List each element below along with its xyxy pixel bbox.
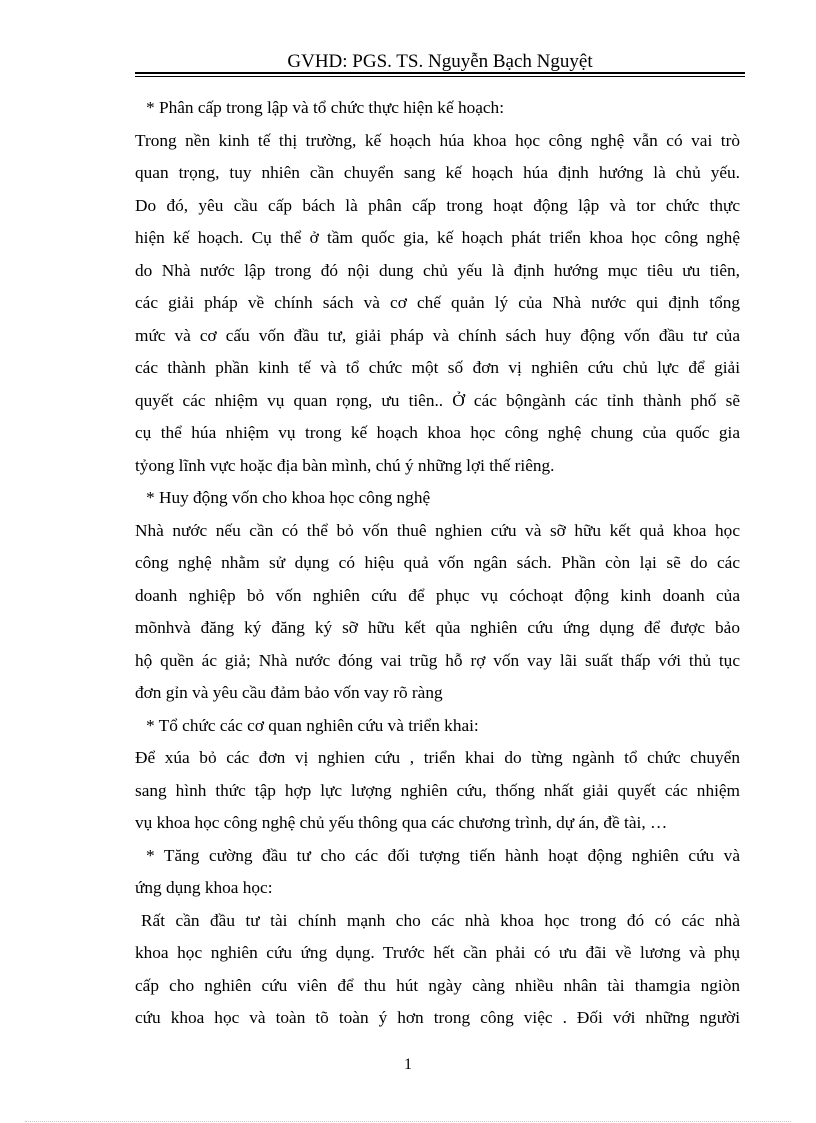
page-header — [135, 50, 745, 78]
header-title: GVHD: PGS. TS. Nguyễn Bạch Nguyệt — [287, 51, 593, 72]
paragraph-line: các giải pháp về chính sách và cơ chế quản lý của Nhà nước qui định tổng — [135, 293, 740, 312]
paragraph-line: công nghệ nhằm sử dụng có hiệu quả vốn ngân sách. Phần còn lại sẽ do các — [135, 553, 740, 572]
paragraph-line: cấp cho nghiên cứu viên để thu hút ngày càng nhiều nhân tài thamgia ngiòn — [135, 975, 740, 995]
paragraph-line: Nhà nước nếu cần có thể bỏ vốn thuê nghien cứu và sỡ hữu kết quả khoa học — [135, 520, 740, 540]
paragraph-line-last: tỷong lĩnh vực hoặc địa bàn mình, chú ý những lợi thế riêng. — [135, 455, 555, 475]
paragraph-line: Rất cần đầu tư tài chính mạnh cho các nhà khoa học trong đó có các nhà — [141, 910, 740, 930]
paragraph-line: quan trọng, tuy nhiên cần chuyển sang kế hoạch húa định hướng là chủ yếu. — [135, 163, 740, 182]
section-heading-investment: * Tăng cường đầu tư cho các đối tượng tiến hành hoạt động nghiên cứu và — [146, 845, 740, 865]
paragraph-line: do Nhà nước lập trong đó nội dung chủ yếu là định hướng mục tiêu ưu tiên, — [135, 260, 740, 280]
paragraph-line-last: đơn gỉn và yêu cầu đảm bảo vốn vay rõ ràng — [135, 683, 443, 702]
paragraph-line: Để xúa bỏ các đơn vị nghien cứu , triển khai do từng ngành tổ chức chuyển — [135, 748, 740, 767]
paragraph-line: các thành phần kinh tế và tổ chức một số đơn vị nghiên cứu chủ lực để giải — [135, 358, 740, 377]
paragraph-line: mõnhvà đăng ký đăng ký sỡ hữu kết qủa nghiên cứu ứng dụng để được bảo — [135, 618, 740, 637]
paragraph-line: cứu khoa học và toàn tõ toàn ý hơn trong công việc . Đối với những người — [135, 1008, 740, 1027]
section-heading-investment-cont: ứng dụng khoa học: — [135, 878, 273, 897]
paragraph-line: Do đó, yêu cầu cấp bách là phân cấp trong hoạt động lập và tor chức thực — [135, 195, 740, 215]
header-rule-thick — [135, 72, 745, 74]
section-heading-organization: * Tổ chức các cơ quan nghiên cứu và triển khai: — [146, 715, 479, 735]
section-heading-planning: * Phân cấp trong lập và tổ chức thực hiện kế hoạch: — [146, 98, 505, 117]
paragraph-line: quyết các nhiệm vụ quan rọng, ưu tiên.. Ở các bộngành các tỉnh thành phố sẽ — [135, 390, 740, 410]
document-body — [135, 92, 740, 1035]
paragraph-line: cụ thể húa nhiệm vụ trong kế hoạch khoa học công nghệ chung của quốc gia — [135, 423, 740, 442]
paragraph-line: hộ quền ác giả; Nhà nước đóng vai trũg hỗ rợ vốn vay lãi suất thấp với thủ tục — [135, 650, 740, 670]
paragraph-line: doanh nghiệp bỏ vốn nghiên cứu để phục vụ cóchoạt động kinh doanh của — [135, 585, 740, 605]
page-bottom-border — [25, 1121, 791, 1122]
header-rule-thin — [135, 76, 745, 77]
paragraph-line: sang hình thức tập hợp lực lượng nghiên cứu, thống nhất giải quyết các nhiệm — [135, 780, 740, 800]
paragraph-line: mức và cơ cấu vốn đầu tư, giải pháp và chính sách huy động vốn đầu tư của — [135, 325, 740, 345]
paragraph-line: hiện kế hoạch. Cụ thể ở tầm quốc gia, kế hoạch phát triển khoa học công nghệ — [135, 228, 740, 247]
section-heading-funding: * Huy động vốn cho khoa học công nghệ — [146, 488, 431, 507]
paragraph-line: khoa học nghiên cứu ứng dụng. Trước hết cần phải có ưu đãi về lương và phụ — [135, 943, 740, 962]
paragraph-line-last: vụ khoa học công nghệ chủ yếu thông qua các chương trình, dự án, đề tài, … — [135, 813, 668, 832]
page-number: 1 — [404, 1056, 412, 1073]
paragraph-line: Trong nền kinh tế thị trường, kế hoạch húa khoa học công nghệ vẫn có vai trò — [135, 130, 740, 150]
